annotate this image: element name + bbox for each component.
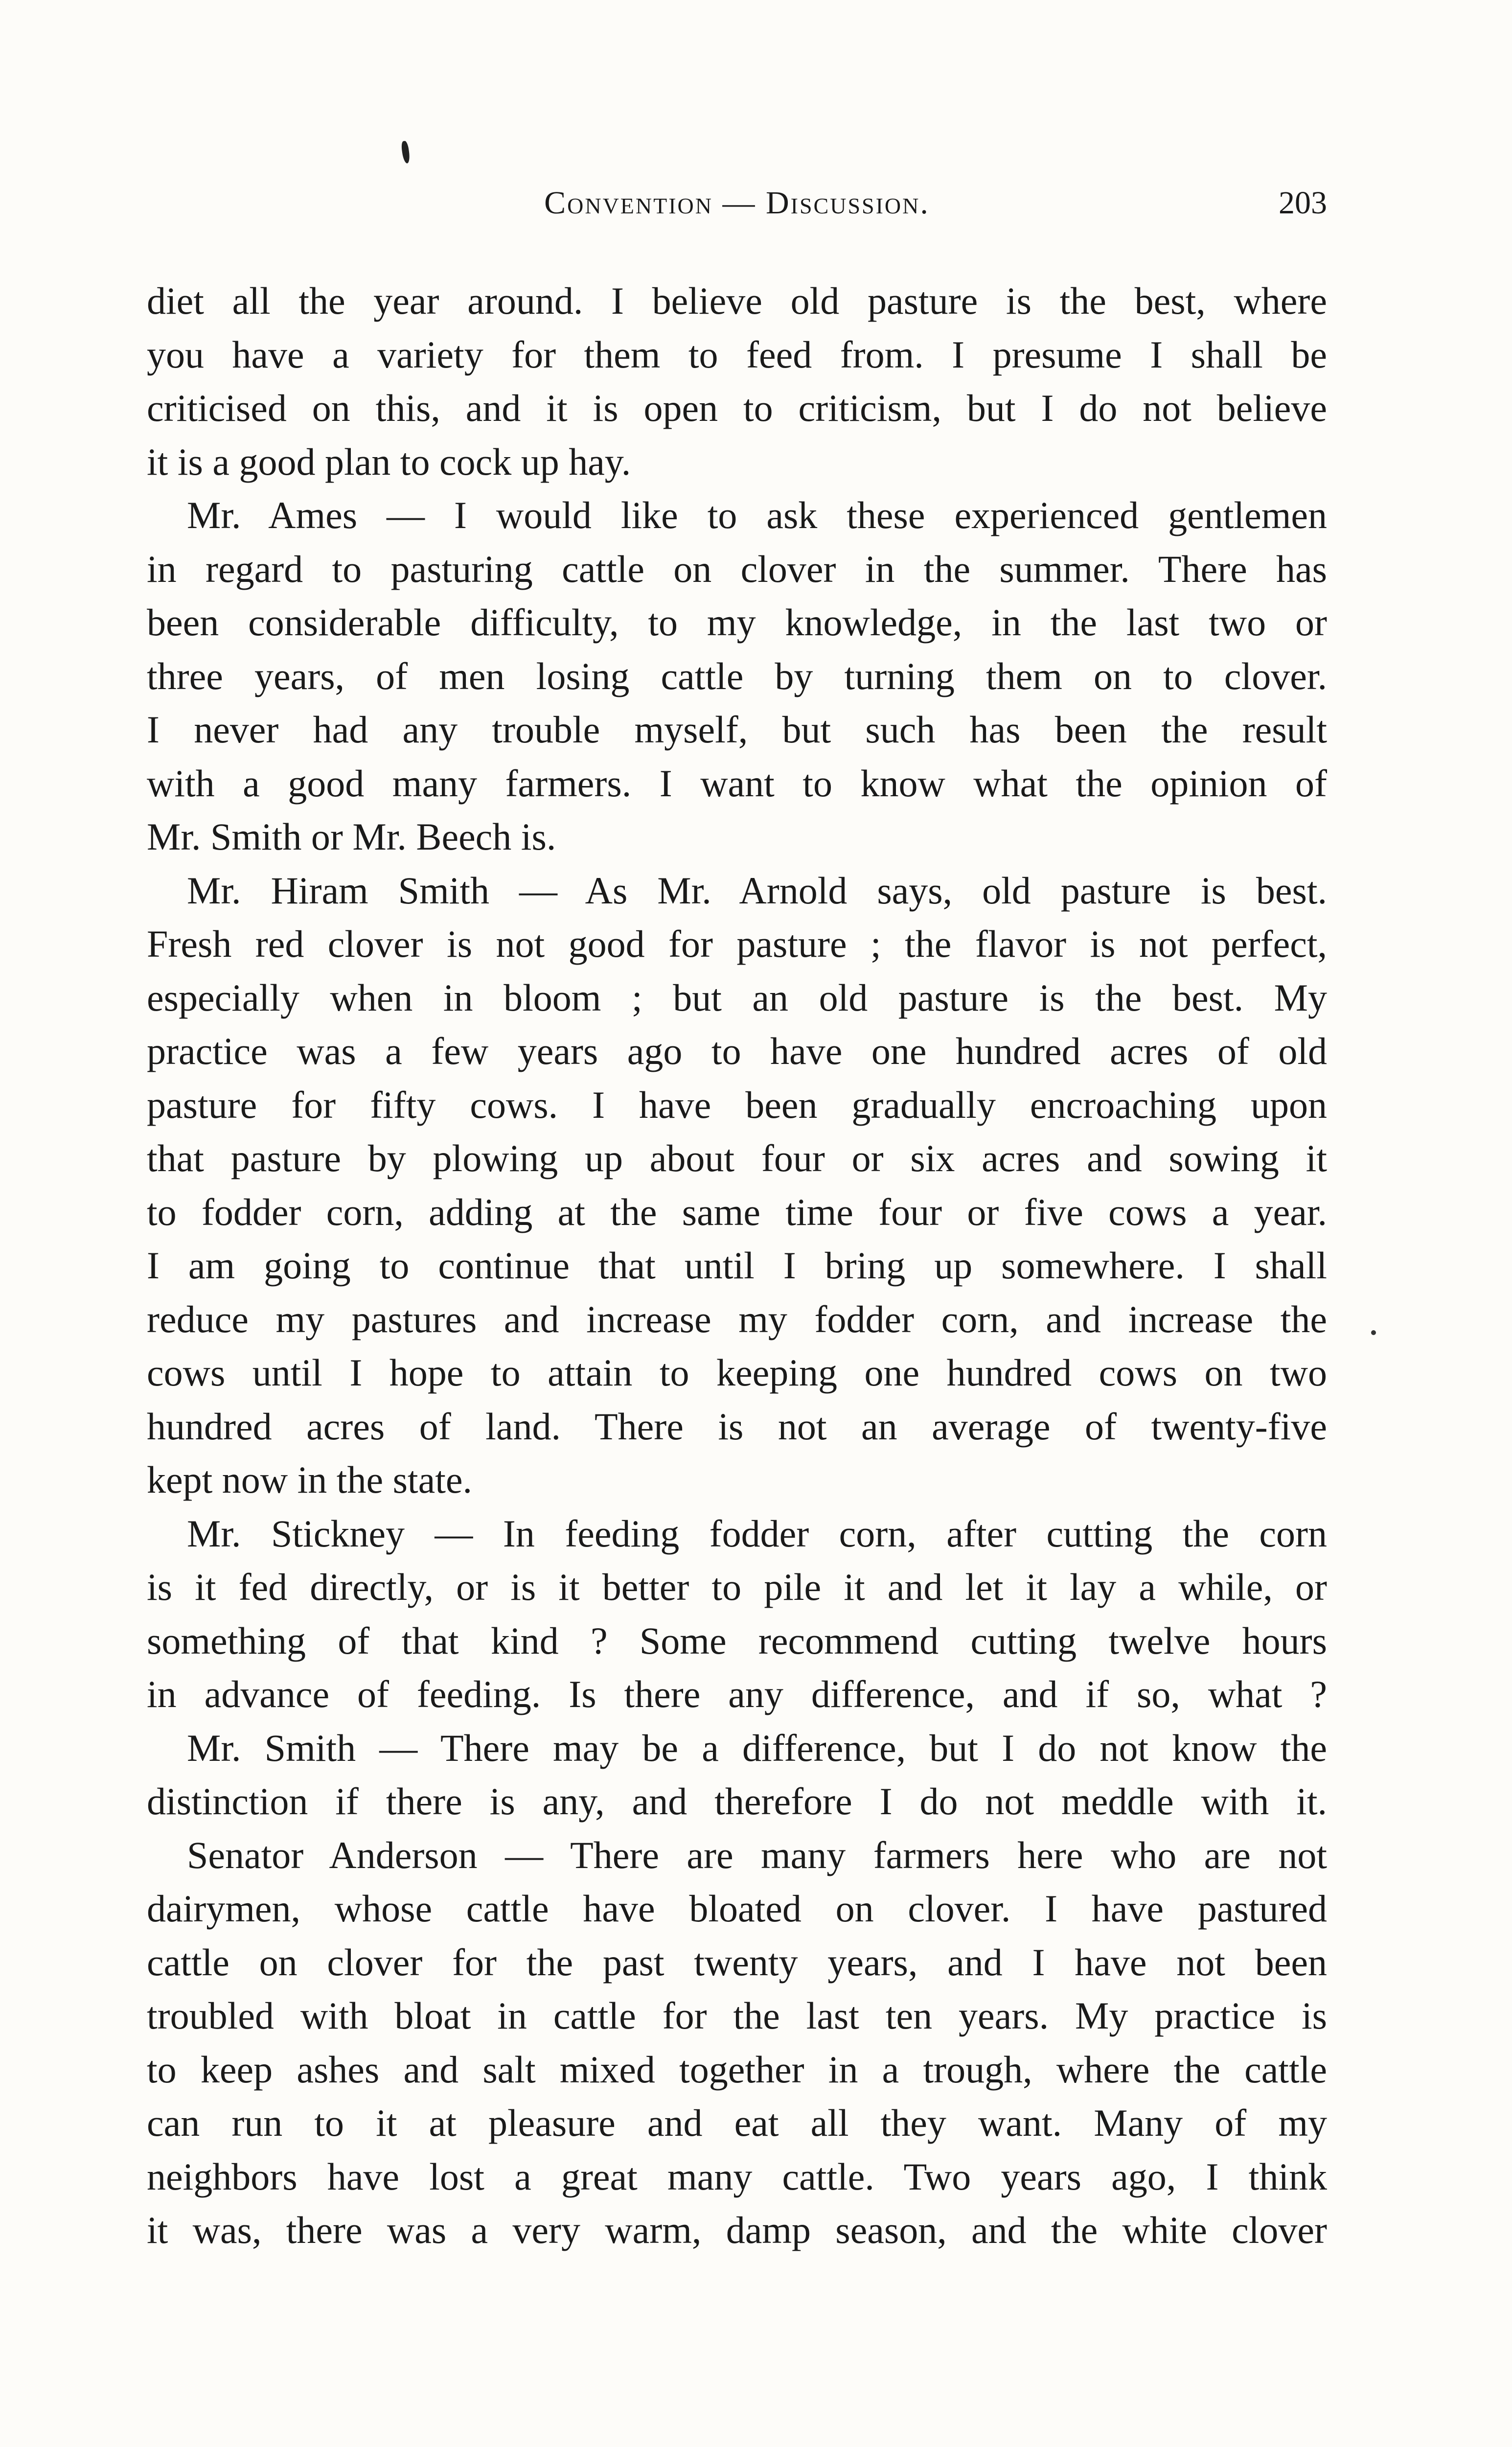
text-line: to keep ashes and salt mixed together in a trough, where the cattle — [147, 2048, 1327, 2091]
text-line: Fresh red clover is not good for pasture ; the flavor is not perfect, — [147, 923, 1327, 965]
ink-blot — [401, 140, 411, 164]
text-line: especially when in bloom ; but an old pasture is the best. My — [147, 976, 1327, 1019]
page-number: 203 — [1279, 185, 1327, 221]
text-line: it was, there was a very warm, damp season, and the white clover — [147, 2209, 1327, 2251]
text-line: troubled with bloat in cattle for the last ten years. My practice is — [147, 1994, 1327, 2037]
text-line: three years, of men losing cattle by turning them on to clover. — [147, 654, 1327, 697]
text-line: kept now in the state. — [147, 1458, 473, 1501]
text-line: Mr. Smith or Mr. Beech is. — [147, 815, 556, 858]
text-line: Mr. Ames — I would like to ask these experienced gentlemen — [187, 494, 1327, 536]
text-line: Mr. Smith — There may be a difference, but I do not know the — [187, 1726, 1327, 1769]
text-line: in regard to pasturing cattle on clover in the summer. There has — [147, 547, 1327, 590]
text-line: cattle on clover for the past twenty years, and I have not been — [147, 1940, 1327, 1984]
text-line: practice was a few years ago to have one hundred acres of old — [147, 1030, 1327, 1072]
text-line: it is a good plan to cock up hay. — [147, 440, 631, 483]
running-head: Convention — Discussion. — [544, 185, 930, 221]
page-header — [147, 176, 1327, 235]
text-line: diet all the year around. I believe old pasture is the best, where — [147, 279, 1327, 322]
body-text — [147, 274, 1327, 2257]
text-line: can run to it at pleasure and eat all they want. Many of my — [147, 2101, 1327, 2144]
text-line: I am going to continue that until I bring up somewhere. I shall — [147, 1244, 1327, 1287]
text-line: dairymen, whose cattle have bloated on clover. I have pastured — [147, 1887, 1327, 1930]
text-line: something of that kind ? Some recommend cutting twelve hours — [147, 1619, 1327, 1662]
text-line: Mr. Hiram Smith — As Mr. Arnold says, old pasture is best. — [187, 869, 1327, 912]
text-line: distinction if there is any, and therefore I do not meddle with it. — [147, 1780, 1327, 1823]
text-line: Senator Anderson — There are many farmers here who are not — [187, 1833, 1327, 1876]
text-line: to fodder corn, adding at the same time four or five cows a year. — [147, 1190, 1327, 1233]
text-line: hundred acres of land. There is not an average of twenty-five — [147, 1405, 1327, 1448]
text-line: I never had any trouble myself, but such has been the result — [147, 708, 1327, 751]
text-line: been considerable difficulty, to my knowledge, in the last two or — [147, 601, 1327, 644]
text-line: is it fed directly, or is it better to pile it and let it lay a while, or — [147, 1566, 1327, 1608]
text-line: reduce my pastures and increase my fodder corn, and increase the — [147, 1297, 1327, 1340]
ink-speck — [1371, 1330, 1376, 1335]
text-line: cows until I hope to attain to keeping one hundred cows on two — [147, 1351, 1327, 1394]
text-line: in advance of feeding. Is there any difference, and if so, what ? — [147, 1673, 1327, 1715]
text-line: that pasture by plowing up about four or six acres and sowing it — [147, 1137, 1327, 1179]
text-line: pasture for fifty cows. I have been gradually encroaching upon — [147, 1083, 1327, 1126]
text-line: Mr. Stickney — In feeding fodder corn, after cutting the corn — [187, 1512, 1327, 1555]
text-line: criticised on this, and it is open to criticism, but I do not believe — [147, 387, 1327, 429]
text-line: neighbors have lost a great many cattle. Two years ago, I think — [147, 2155, 1327, 2198]
text-line: you have a variety for them to feed from. I presume I shall be — [147, 333, 1327, 376]
text-line: with a good many farmers. I want to know what the opinion of — [147, 762, 1327, 805]
